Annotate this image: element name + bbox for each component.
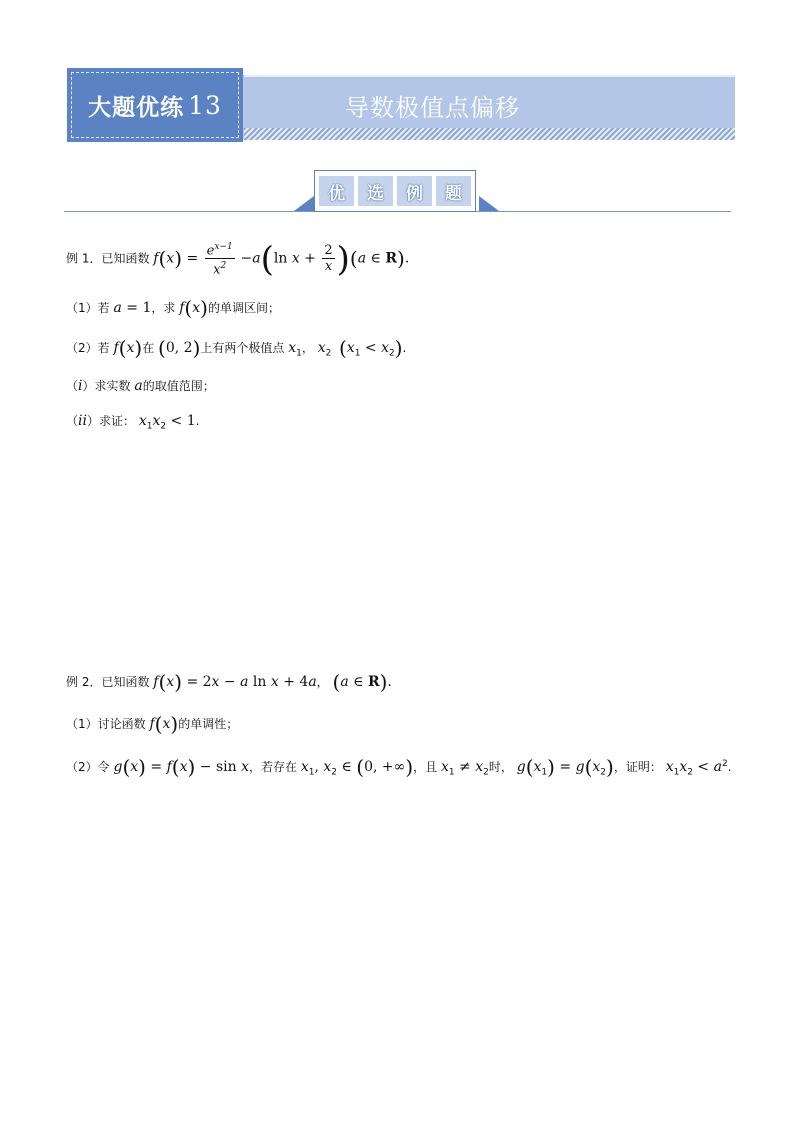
part2-comma: ， <box>301 341 314 355</box>
banner-top-line <box>244 75 735 77</box>
example2-part1: （1）讨论函数 f(x)的单调性； <box>66 712 239 736</box>
sub-ii-open: （ <box>66 414 79 428</box>
example1-label: 例 1．已知函数 <box>66 251 150 266</box>
example1-part2: （2）若 f(x)在 (0, 2)上有两个极值点 $x_1$， $x_2$ $(x_1 < x_2)$. <box>66 336 407 360</box>
ex2-part2-mid2: ，且 <box>413 760 438 774</box>
example2-statement: 例 2．已知函数 f(x) = 2x − a ln x + 4a， (a ∈ R). <box>66 670 392 694</box>
sub-i-text: ）求实数 <box>82 379 131 393</box>
section-right-wing <box>479 196 499 211</box>
sub-ii-text: ）求证： <box>86 414 135 428</box>
part1-mid: ，求 <box>151 301 176 315</box>
badge-number: 13 <box>188 90 222 120</box>
section-left-wing <box>294 196 314 211</box>
part1-prefix: （1）若 <box>66 301 110 315</box>
ex2-part2-mid1: ，若存在 <box>249 760 298 774</box>
part2-prefix: （2）若 <box>66 341 110 355</box>
section-tile-4: 题 <box>436 176 471 206</box>
example1-fraction: $\frac{e^{x-1}}{x^2}$ <box>206 242 233 278</box>
example1-part1: （1）若 a = 1，求 f(x)的单调区间； <box>66 296 280 320</box>
section-heading <box>314 170 476 212</box>
example1-sub-ii: （ii）求证： $x_1x_2 < 1$. <box>66 413 200 432</box>
ex2-part2-mid4: ，证明： <box>613 760 662 774</box>
example2-part2: （2）令 g(x) = f(x) − sin x，若存在 $x_1$, $x_2$ ∈ (0, +∞)，且 $x_1 \ne x_2$时， $g(x_1) = g(x_2)$，证明： $x_1x_2 < a^2$. <box>66 755 732 779</box>
example1-statement: 例 1．已知函数 f(x) = $\frac{e^{x-1}}{x^2}$ −a(ln x + $\frac{2}{x}$ )(a ∈ R). <box>66 239 410 280</box>
section-tile-3: 例 <box>397 176 432 206</box>
topic-title: 导数极值点偏移 <box>345 94 520 122</box>
sub-i-suffix: 的取值范围； <box>142 379 215 393</box>
lesson-badge <box>67 68 243 142</box>
ex2-part1-text: （1）讨论函数 <box>66 717 146 731</box>
sub-ii-label: ii <box>78 413 87 429</box>
ex2-part2-mid3: 时， <box>488 760 513 774</box>
part1-suffix: 的单调区间； <box>207 301 280 315</box>
part2-end: . <box>402 341 407 355</box>
part2-mid2: 上有两个极值点 <box>200 341 285 355</box>
section-tile-1: 优 <box>319 176 354 206</box>
ex2-part1-suffix: 的单调性； <box>178 717 239 731</box>
part2-mid1: 在 <box>142 341 155 355</box>
example2-label: 例 2．已知函数 <box>66 675 150 689</box>
sub-ii-end: . <box>195 414 200 428</box>
ex2-part2-end: . <box>727 760 732 774</box>
sub-i-open: （ <box>66 379 79 393</box>
section-tile-2: 选 <box>358 176 393 206</box>
badge-label: 大题优练 <box>88 94 185 121</box>
ex2-part2-prefix: （2）令 <box>66 760 110 774</box>
sub-i-label: i <box>78 378 83 394</box>
example1-sub-i: （i）求实数 a的取值范围； <box>66 378 215 394</box>
banner-hatch-stripe <box>244 128 735 140</box>
